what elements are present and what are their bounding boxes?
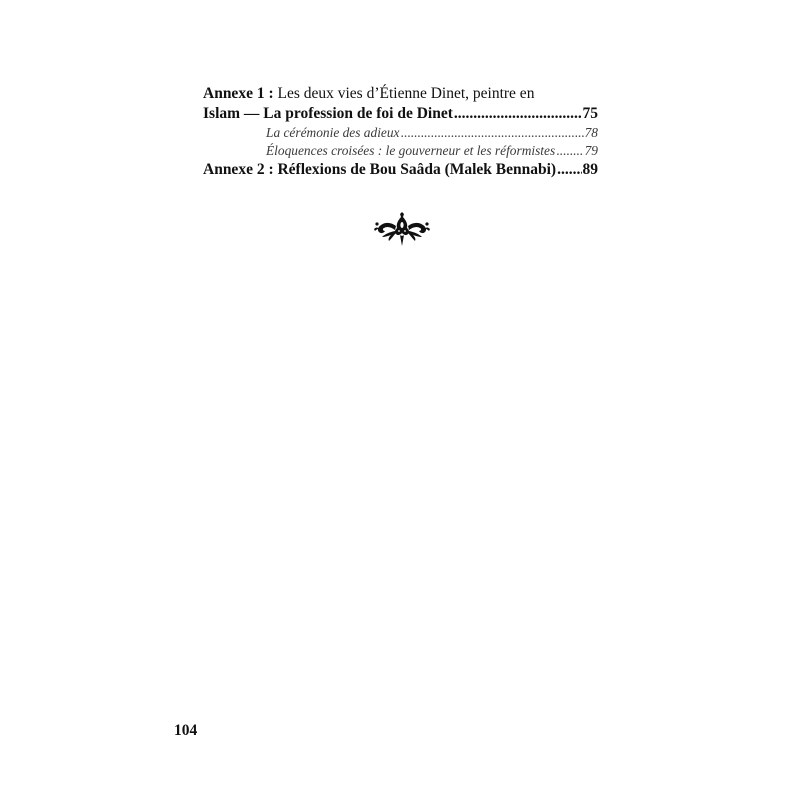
dot-leader	[401, 124, 584, 142]
annexe-1-title-line-1: Les deux vies d’Étienne Dinet, peintre en	[273, 85, 535, 102]
toc-entry-annexe-1	[203, 84, 598, 124]
toc-entry-annexe-2	[203, 160, 598, 180]
annexe-1-label: Annexe 1 :	[203, 85, 274, 102]
toc-subentry	[266, 124, 598, 142]
annexe-1-title-line-2: Islam — La profession de foi de Dinet	[203, 105, 453, 122]
toc-entry-annexe-1-line-2	[203, 104, 598, 124]
subentry-page-number: 79	[584, 143, 598, 158]
subentry-title: La cérémonie des adieux	[266, 125, 400, 140]
toc-entry-annexe-1-line-1	[203, 84, 598, 104]
subentry-page-number: 78	[584, 125, 598, 140]
toc-subentry	[266, 142, 598, 160]
dot-leader	[557, 160, 581, 180]
annexe-2-label: Annexe 2 :	[203, 161, 274, 178]
fleuron-ornament-icon	[374, 212, 430, 246]
annexe-1-page-number: 75	[582, 105, 598, 122]
toc-entry-annexe-2-line-1	[203, 160, 598, 180]
page-number: 104	[174, 722, 198, 739]
annexe-2-page-number: 89	[582, 161, 598, 178]
dot-leader	[454, 104, 582, 124]
table-of-contents	[203, 84, 598, 180]
annexe-2-title: Réflexions de Bou Saâda (Malek Bennabi)	[273, 161, 557, 178]
dot-leader	[556, 142, 583, 160]
subentry-title: Éloquences croisées : le gouverneur et les réformistes	[266, 143, 556, 158]
